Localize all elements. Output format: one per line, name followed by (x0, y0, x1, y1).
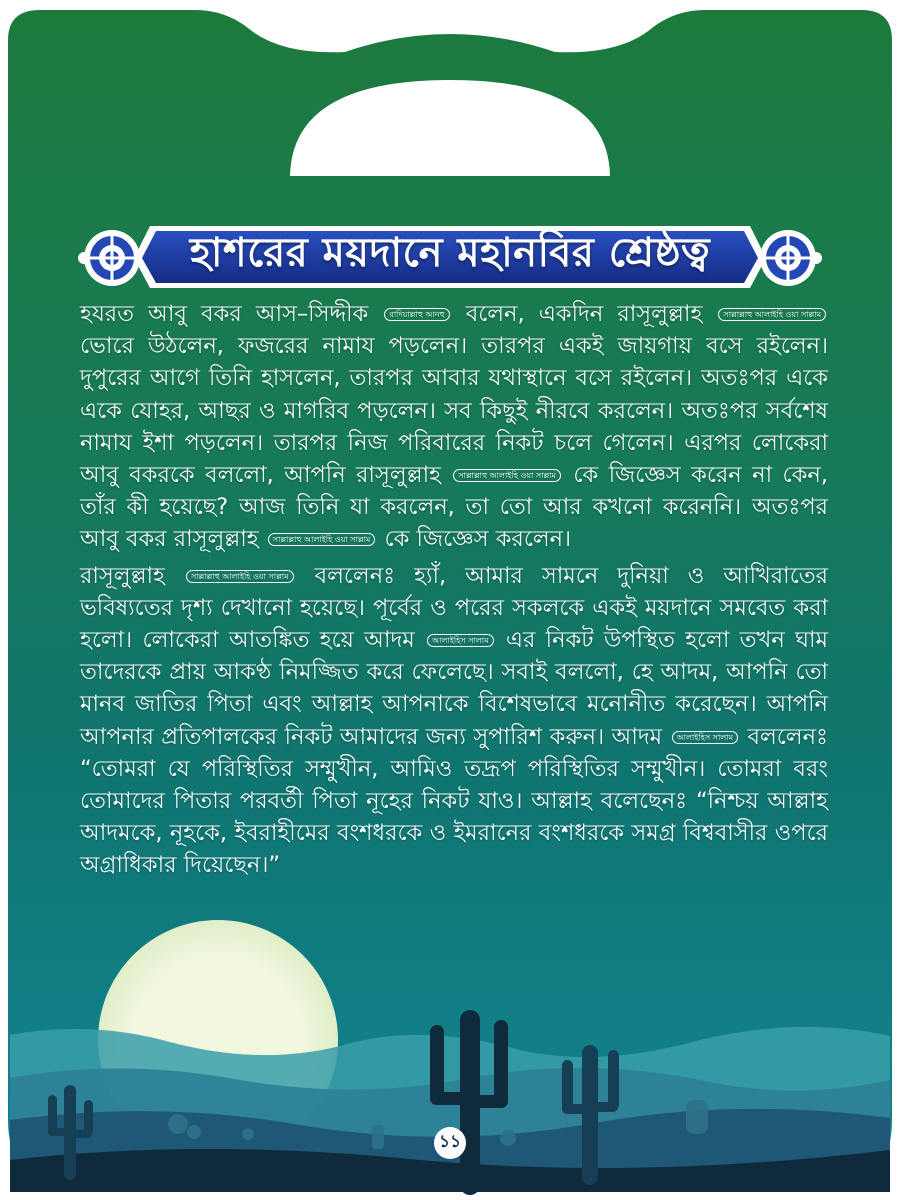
text-segment: হযরত আবু বকর আস–সিদ্দীক (80, 301, 369, 327)
text-segment: বললেনঃ “তোমরা যে পরিস্থিতির সম্মুখীন, আমিও তদ্রূপ পরিস্থিতির সম্মুখীন। তোমরা বরং তোমাদের পিতার পরবর্তী পিতা নূহের নিকট যাও। আল্লাহ বলেছেনঃ “নিশ্চয় আল্লাহ আদমকে, নূহকে, ইবরাহীমের বংশধরকে ও ইমরানের বংশধরকে সমগ্র বিশ্ববাসীর ওপরে অগ্রাধিকার দিয়েছেন।” (80, 723, 828, 879)
paragraph-2 (80, 560, 828, 882)
paragraph-1 (80, 298, 828, 556)
page-number: ১১ (434, 1127, 466, 1159)
honorific-badge: আলাইহিস সালাম (427, 634, 493, 647)
page-title: হাশরের ময়দানে মহানবির শ্রেষ্ঠত্ব (189, 229, 711, 276)
honorific-badge: সাল্লাল্লাহু আলাইহি ওয়া সাল্লাম (186, 570, 294, 583)
honorific-badge: আলাইহিস সালাম (672, 731, 738, 744)
honorific-badge: সাল্লাল্লাহু আলাইহি ওয়া সাল্লাম (453, 469, 561, 482)
text-segment: এর নিকট উপস্থিত হলো তখন ঘাম তাদেরকে প্রায় আকণ্ঠ নিমজ্জিত করে ফেলেছে। সবাই বললো, হে আদম, আপনি তো মানব জাতির পিতা এবং আল্লাহ আপনাকে বিশেষভাবে মনোনীত করেছেন। আপনি আপনার প্রতিপালকের নিকট আমাদের জন্য সুপারিশ করুন। আদম (80, 627, 828, 750)
text-segment: বলেন, একদিন রাসূলুল্লাহ (465, 301, 703, 327)
honorific-badge: সাল্লাল্লাহু আলাইহি ওয়া সাল্লাম (718, 308, 826, 321)
text-segment: কে জিজ্ঞেস করেন না কেন, তাঁর কী হয়েছে? আজ তিনি যা করলেন, তা তো আর কখনো করেননি। অতঃপর আবু বকর রাসূলুল্লাহ (80, 462, 829, 553)
honorific-badge: রাদিয়াল্লাহু আনহু (384, 308, 449, 321)
text-segment: বললেনঃ হ্যাঁ, আমার সামনে দুনিয়া ও আখিরাতের ভবিষ্যতের দৃশ্য দেখানো হয়েছে। পূর্বের ও পরের সকলকে একই ময়দানে সমবেত করা হলো। লোকেরা আতঙ্কিত হয়ে আদম (80, 562, 829, 654)
text-segment: ভোরে উঠলেন, ফজরের নামায পড়লেন। তারপর একই জায়গায় বসে রইলেন। দুপুরের আগে তিনি হাসলেন, তারপর আবার যথাস্থানে বসে রইলেন। অতঃপর একে একে যোহর, আছর ও মাগরিব পড়লেন। সব কিছুই নীরবে করলেন। অতঃপর সর্বশেষ নামায ইশা পড়লেন। তারপর নিজ পরিবারের নিকট চলে গেলেন। এরপর লোকেরা আবু বকরকে বললো, আপনি রাসূলুল্লাহ (80, 333, 828, 489)
honorific-badge: সাল্লাল্লাহু আলাইহি ওয়া সাল্লাম (268, 533, 376, 546)
article-body (80, 298, 828, 886)
text-segment: কে জিজ্ঞেস করলেন। (384, 526, 572, 553)
text-segment: রাসূলুল্লাহ (80, 562, 165, 589)
